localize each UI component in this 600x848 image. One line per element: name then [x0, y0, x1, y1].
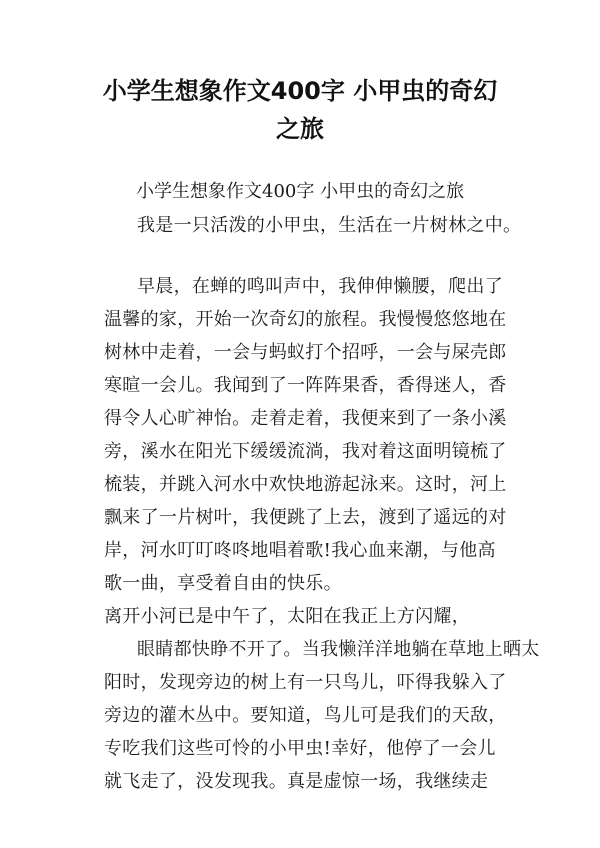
- paragraph-line: 阳时，发现旁边的树上有一只鸟儿，吓得我躲入了: [104, 672, 507, 693]
- paragraph-line: 就飞走了，没发现我。真是虚惊一场，我继续走: [104, 771, 489, 792]
- paragraph-line: 得令人心旷神怡。走着走着，我便来到了一条小溪: [104, 408, 507, 429]
- paragraph-line: 专吃我们这些可怜的小甲虫!幸好，他停了一会儿: [104, 738, 496, 759]
- paragraph-line: 我是一只活泼的小甲虫，生活在一片树林之中。: [137, 215, 522, 236]
- paragraph-line: 寒暄一会儿。我闻到了一阵阵果香，香得迷人，香: [104, 375, 507, 396]
- paragraph-line: 眼睛都快睁不开了。当我懒洋洋地躺在草地上晒太: [137, 639, 540, 660]
- paragraph-line: 旁，溪水在阳光下缓缓流淌，我对着这面明镜梳了: [104, 441, 507, 462]
- document-subtitle: 小学生想象作文400字 小甲虫的奇幻之旅: [136, 181, 465, 202]
- paragraph-line: 离开小河已是中午了，太阳在我正上方闪耀，: [104, 606, 470, 627]
- paragraph-line: 树林中走着，一会与蚂蚁打个招呼，一会与屎壳郎: [104, 342, 507, 363]
- paragraph-line: 温馨的家，开始一次奇幻的旅程。我慢慢悠悠地在: [104, 309, 507, 330]
- paragraph-line: 岸，河水叮叮咚咚地唱着歌!我心血来潮，与他高: [104, 540, 496, 561]
- paragraph-line: 飘来了一片树叶，我便跳了上去，渡到了遥远的对: [104, 507, 507, 528]
- document-title: [90, 72, 510, 148]
- title-line-2: 之旅: [276, 115, 324, 143]
- paragraph-line: 梳装，并跳入河水中欢快地游起泳来。这时，河上: [104, 474, 507, 495]
- paragraph-line: 歌一曲，享受着自由的快乐。: [104, 573, 342, 594]
- paragraph-line: 早晨，在蝉的鸣叫声中，我伸伸懒腰，爬出了: [137, 276, 503, 297]
- paragraph-line: 旁边的灌木丛中。要知道，鸟儿可是我们的天敌，: [104, 705, 507, 726]
- title-line-1: 小学生想象作文400字 小甲虫的奇幻: [102, 77, 498, 105]
